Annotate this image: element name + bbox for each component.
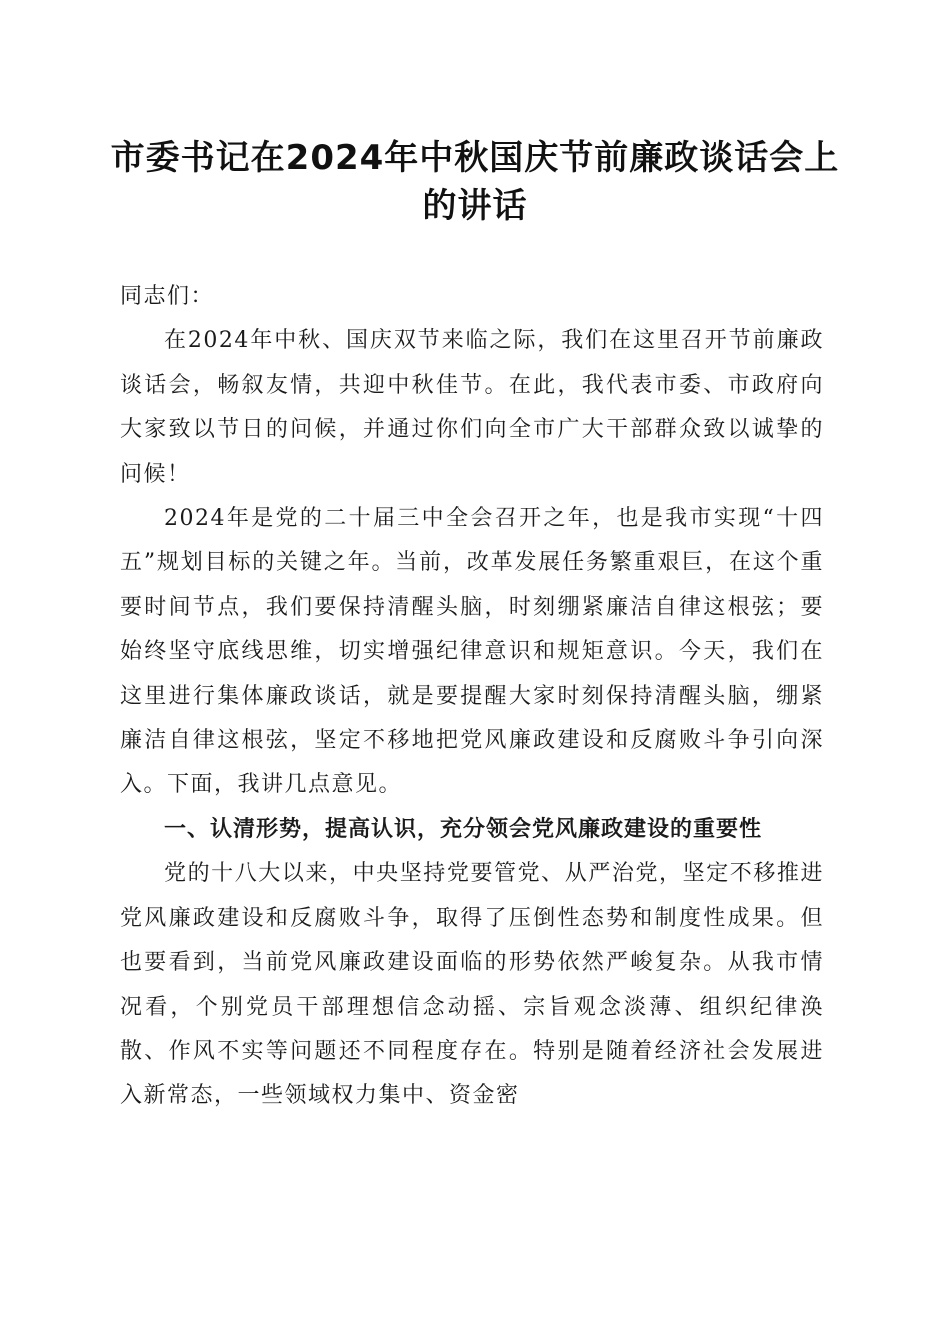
salutation: 同志们：: [120, 284, 215, 309]
paragraph-greeting: 在2024年中秋、国庆双节来临之际，我们在这里召开节前廉政谈话会，畅叙友情，共迎中秋佳节。在此，我代表市委、市政府向大家致以节日的问候，并通过你们向全市广大干部群众致以诚挚的问候！: [120, 328, 824, 487]
document-title-text: 市委书记在2024年中秋国庆节前廉政谈话会上的讲话: [110, 138, 840, 226]
document-title: [100, 134, 850, 230]
section-paragraph: 党的十八大以来，中央坚持党要管党、从严治党，坚定不移推进党风廉政建设和反腐败斗争，取得了压倒性态势和制度性成果。但也要看到，当前党风廉政建设面临的形势依然严峻复杂。从我市情况看，个别党员干部理想信念动摇、宗旨观念淡薄、组织纪律涣散、作风不实等问题还不同程度存在。特别是随着经济社会发展进入新常态，一些领域权力集中、资金密: [120, 861, 824, 1109]
document-body: [120, 275, 824, 1119]
paragraph-context: 2024年是党的二十届三中全会召开之年，也是我市实现“十四五”规划目标的关键之年。当前，改革发展任务繁重艰巨，在这个重要时间节点，我们要保持清醒头脑，时刻绷紧廉洁自律这根弦；要始终坚守底线思维，切实增强纪律意识和规矩意识。今天，我们在这里进行集体廉政谈话，就是要提醒大家时刻保持清醒头脑，绷紧廉洁自律这根弦，坚定不移地把党风廉政建设和反腐败斗争引向深入。下面，我讲几点意见。: [120, 506, 824, 798]
section-heading: 一、认清形势，提高认识，充分领会党风廉政建设的重要性: [164, 816, 763, 842]
